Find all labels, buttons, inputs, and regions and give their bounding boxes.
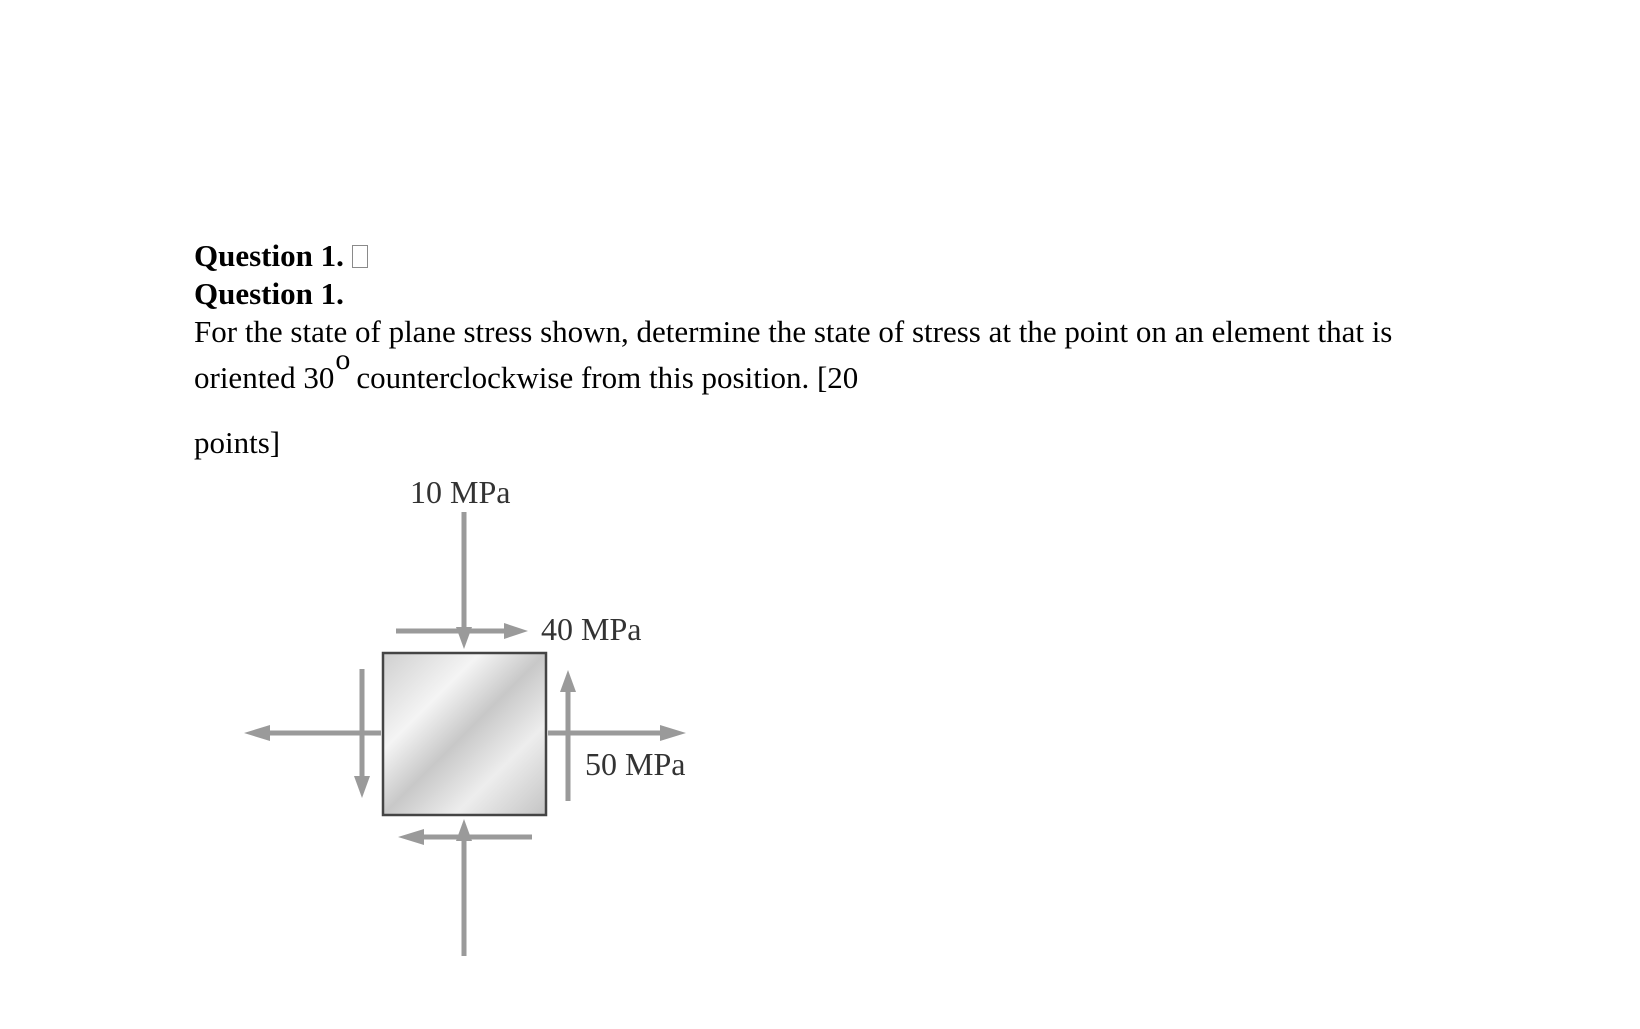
question-heading-repeat: Question 1. (194, 276, 344, 311)
label-10-mpa: 10 MPa (410, 474, 511, 510)
bottom-normal-arrow-icon (456, 819, 472, 956)
question-heading-text: Question 1. (194, 238, 344, 273)
question-text-line: For the state of plane stress shown, determine the state of stress at the point on an element that is (194, 314, 1393, 349)
top-normal-arrow-icon (456, 512, 472, 649)
label-40-mpa: 40 MPa (541, 611, 642, 647)
question-text-suffix: counterclockwise from this position. [20 (356, 360, 859, 395)
question-text-line-3: points] (194, 425, 281, 460)
question-text-prefix: oriented 30 (194, 360, 335, 395)
degree-symbol: o (335, 343, 351, 376)
stress-element-square (383, 653, 546, 815)
label-50-mpa: 50 MPa (585, 746, 686, 782)
